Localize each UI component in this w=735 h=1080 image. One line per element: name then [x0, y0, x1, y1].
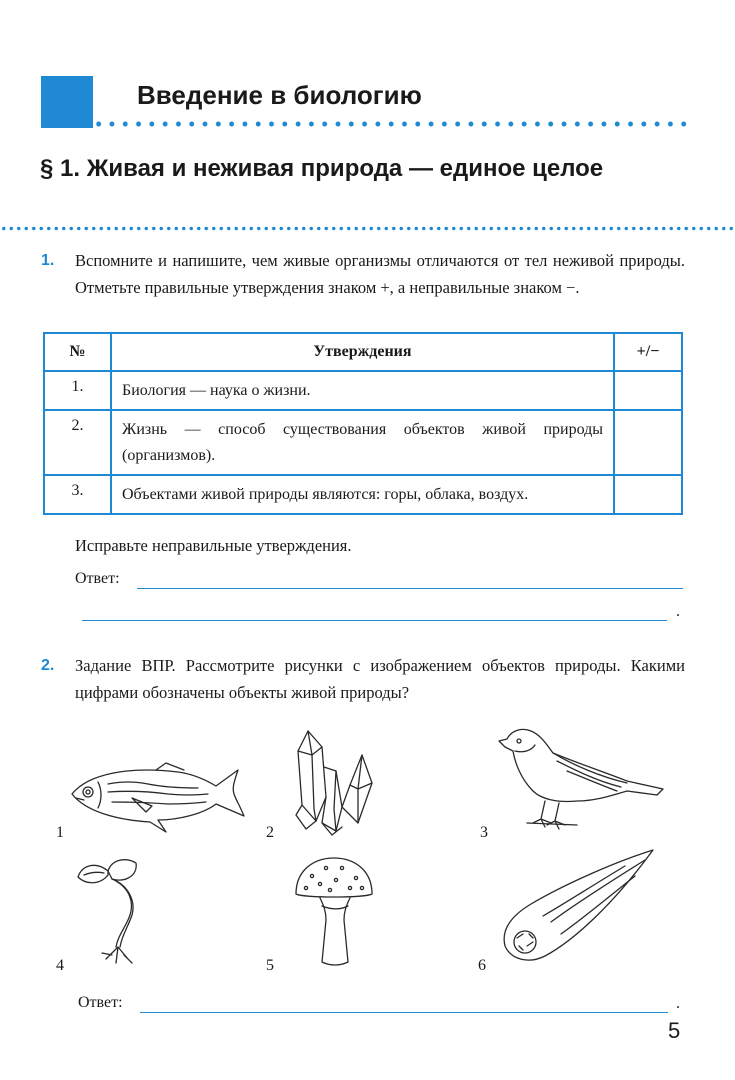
table-row [44, 475, 682, 514]
section-title: § 1. Живая и неживая природа — единое целое [40, 155, 604, 182]
answer-1-line-1[interactable] [137, 588, 683, 589]
mushroom-drawing [292, 856, 376, 968]
task-2-number: 2. [41, 657, 55, 674]
answer-1-label: Ответ: [75, 570, 120, 587]
row-number: 1. [44, 371, 111, 410]
answer-2-line[interactable] [140, 1012, 668, 1013]
chapter-marker [41, 76, 93, 128]
header-number: № [44, 333, 111, 371]
task-1-text: Вспомните и напишите, чем живые организмы отличаются от тел неживой природы. Отметьте правильные утверждения знаком +, а неправильные знаком −. [75, 251, 685, 297]
statements-table [43, 332, 683, 515]
row-number: 3. [44, 475, 111, 514]
chapter-title: Введение в биологию [137, 80, 422, 110]
figure-6-label: 6 [478, 957, 486, 974]
figure-3-label: 3 [480, 824, 488, 841]
task-2-text: Задание ВПР. Рассмотрите рисунки с изображением объектов природы. Какими цифрами обозначены объекты живой природы? [75, 656, 685, 702]
table-row [44, 410, 682, 475]
table-header-row [44, 333, 682, 371]
answer-1-line-2[interactable] [82, 620, 667, 621]
row-statement: Жизнь — способ существования объектов живой природы (организмов). [111, 410, 614, 475]
header-mark: +/− [614, 333, 682, 371]
task-1-number: 1. [41, 252, 55, 269]
row-statement: Биология — наука о жизни. [111, 371, 614, 410]
crystal-drawing [292, 727, 376, 837]
mark-cell[interactable] [614, 475, 682, 514]
section-divider [0, 226, 735, 231]
seedling-drawing [76, 855, 146, 965]
figure-5-label: 5 [266, 957, 274, 974]
answer-2-period: . [676, 995, 680, 1012]
fish-drawing [68, 762, 248, 834]
mark-cell[interactable] [614, 410, 682, 475]
figure-2-label: 2 [266, 824, 274, 841]
answer-1-period: . [676, 603, 680, 620]
chapter-divider [92, 121, 690, 127]
figure-1-label: 1 [56, 824, 64, 841]
row-statement: Объектами живой природы являются: горы, облака, воздух. [111, 475, 614, 514]
page-number: 5 [668, 1018, 681, 1043]
mark-cell[interactable] [614, 371, 682, 410]
meteorite-drawing [495, 846, 657, 966]
row-number: 2. [44, 410, 111, 475]
figure-4-label: 4 [56, 957, 64, 974]
answer-2-label: Ответ: [78, 994, 123, 1011]
bird-drawing [497, 727, 667, 833]
header-statements: Утверждения [111, 333, 614, 371]
fix-instruction: Исправьте неправильные утверждения. [75, 536, 352, 555]
table-row [44, 371, 682, 410]
